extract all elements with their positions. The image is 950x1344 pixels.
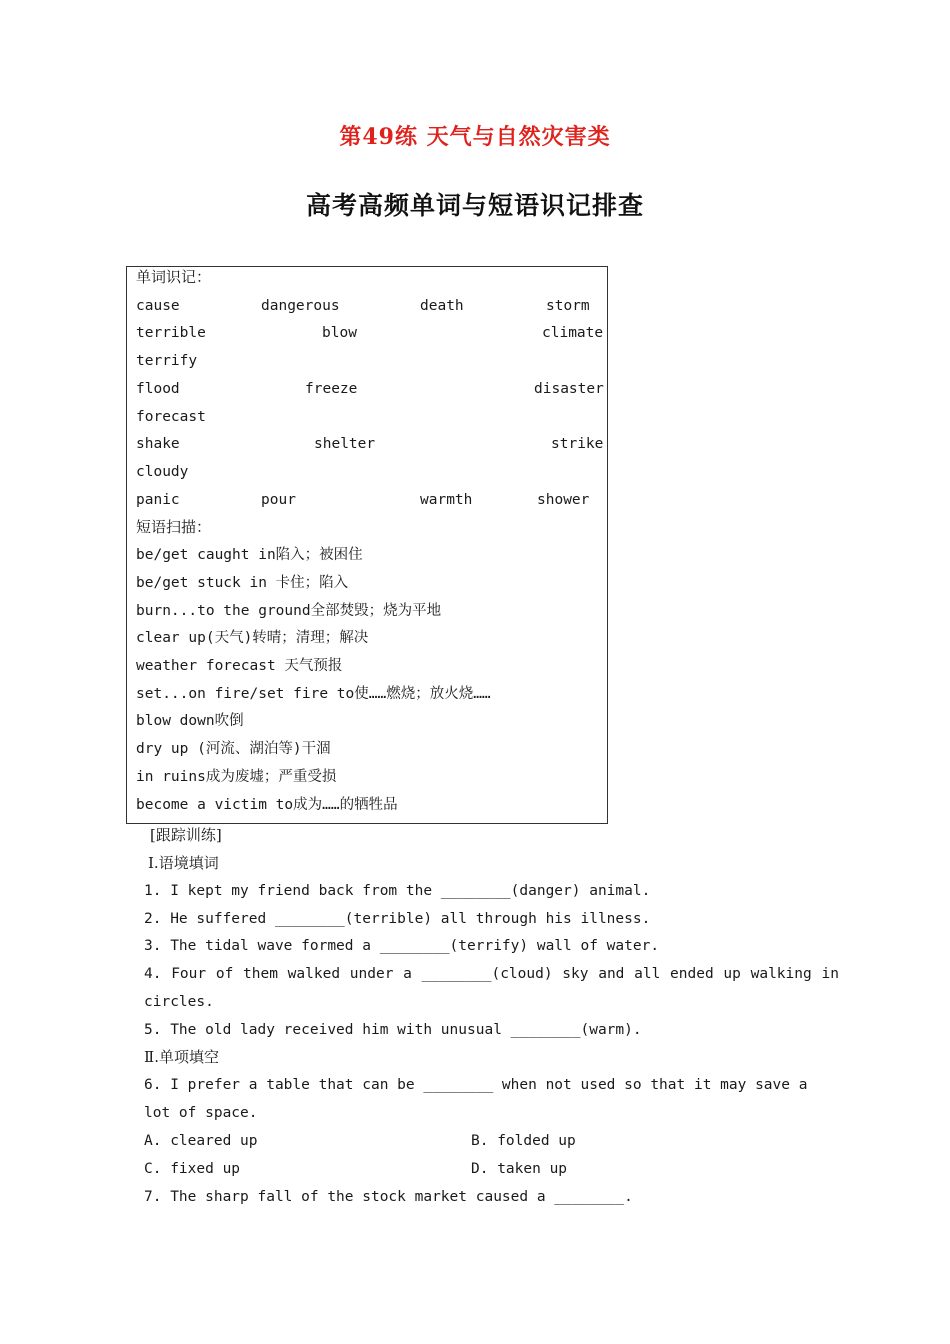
- word: warmth: [420, 492, 473, 508]
- word: flood: [136, 381, 180, 397]
- phrase-item: dry up (河流、湖泊等)干涸: [136, 741, 331, 757]
- word: dangerous: [261, 298, 340, 314]
- answer-option: B. folded up: [471, 1133, 576, 1149]
- word: terrify: [136, 353, 198, 369]
- question-continued: lot of space.: [144, 1105, 258, 1121]
- exercise-title: 第49练 天气与自然灾害类: [339, 124, 611, 150]
- question: 3. The tidal wave formed a ________(terrify) wall of water.: [144, 938, 660, 954]
- word: storm: [546, 298, 590, 314]
- phrase-item: blow down吹倒: [136, 713, 244, 729]
- phrase-item: weather forecast 天气预报: [136, 658, 343, 674]
- section-heading: Ⅰ.语境填词: [148, 854, 219, 872]
- word: blow: [322, 325, 357, 341]
- question: 1. I kept my friend back from the ________(danger) animal.: [144, 883, 651, 899]
- word: shelter: [314, 436, 376, 452]
- phrase-item: be/get stuck in 卡住；陷入: [136, 575, 349, 591]
- word: forecast: [136, 409, 206, 425]
- phrase-item: set...on fire/set fire to使……燃烧；放火烧……: [136, 686, 491, 702]
- practice-heading: [跟踪训练]: [150, 826, 222, 844]
- word: pour: [261, 492, 296, 508]
- word: terrible: [136, 325, 206, 341]
- word: freeze: [305, 381, 358, 397]
- word: climate: [542, 325, 604, 341]
- answer-option: C. fixed up: [144, 1161, 241, 1177]
- question: 6. I prefer a table that can be ________ when not used so that it may save a: [144, 1077, 808, 1093]
- phrase-item: clear up(天气)转晴；清理；解决: [136, 630, 369, 646]
- phrases-heading: 短语扫描：: [136, 518, 212, 536]
- question: 2. He suffered ________(terrible) all through his illness.: [144, 911, 651, 927]
- word: disaster: [534, 381, 604, 397]
- phrase-item: become a victim to成为……的牺牲品: [136, 797, 398, 813]
- question: 4. Four of them walked under a ________(cloud) sky and all ended up walking in: [144, 966, 839, 982]
- page-title: 高考高频单词与短语识记排查: [305, 191, 644, 220]
- word: shake: [136, 436, 180, 452]
- section-heading: Ⅱ.单项填空: [144, 1048, 219, 1066]
- question: 7. The sharp fall of the stock market caused a ________.: [144, 1189, 633, 1205]
- phrase-item: burn...to the ground全部焚毁；烧为平地: [136, 603, 442, 619]
- question-continued: circles.: [144, 994, 214, 1010]
- phrase-item: be/get caught in陷入；被困住: [136, 547, 363, 563]
- words-heading: 单词识记：: [136, 268, 212, 286]
- word: death: [420, 298, 464, 314]
- answer-option: A. cleared up: [144, 1133, 258, 1149]
- word: shower: [537, 492, 590, 508]
- word: panic: [136, 492, 180, 508]
- answer-option: D. taken up: [471, 1161, 568, 1177]
- word: cause: [136, 298, 180, 314]
- word: strike: [551, 436, 604, 452]
- question: 5. The old lady received him with unusual ________(warm).: [144, 1022, 642, 1038]
- word: cloudy: [136, 464, 189, 480]
- phrase-item: in ruins成为废墟；严重受损: [136, 769, 337, 785]
